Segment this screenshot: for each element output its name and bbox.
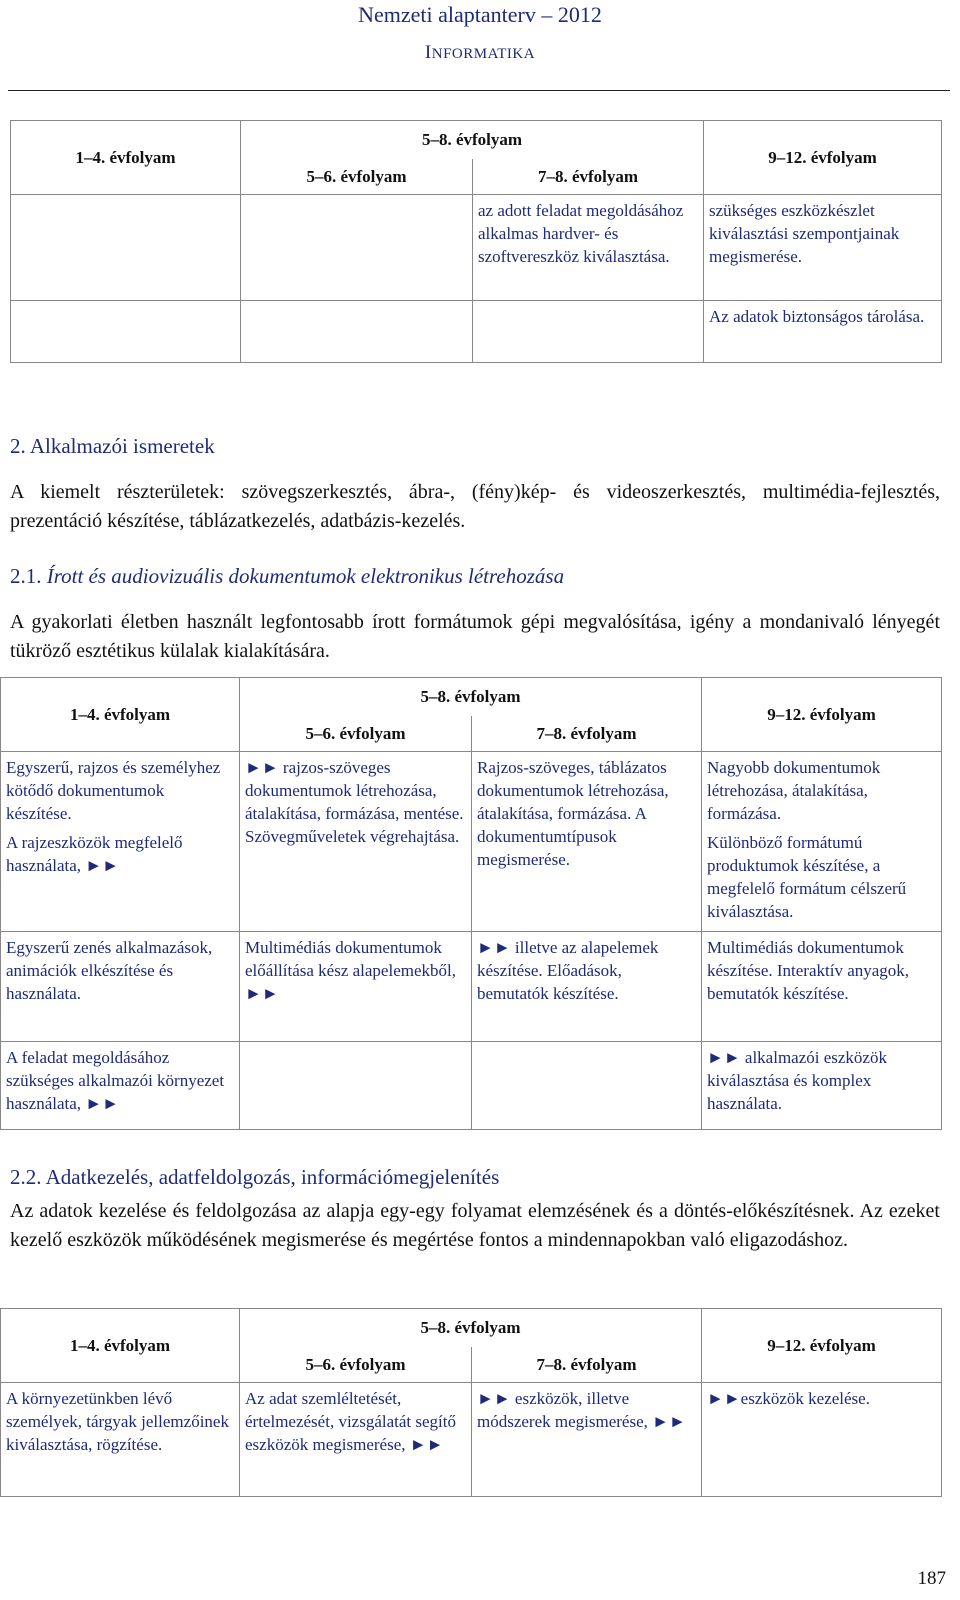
table-row (11, 301, 942, 363)
table-cell: A környezetünkben lévő személyek, tárgyak jellemzőinek kiválasztása, rögzítése. (1, 1383, 240, 1497)
header-grade-5-8: 5–8. évfolyam (240, 1309, 702, 1347)
header-grade-7-8: 7–8. évfolyam (472, 716, 702, 752)
header-grade-1-4: 1–4. évfolyam (1, 678, 240, 752)
table-cell (241, 301, 473, 363)
header-grade-5-6: 5–6. évfolyam (241, 159, 473, 195)
table-row (1, 752, 942, 932)
header-grade-5-8: 5–8. évfolyam (240, 678, 702, 716)
table-cell (702, 752, 942, 932)
cell-text: Multimédiás dokumentumok készítése. Interaktív anyagok, bemutatók készítése. (707, 938, 910, 1003)
header-grade-1-4: 1–4. évfolyam (11, 121, 241, 195)
cell-text: ►► rajzos-szöveges dokumentumok létrehozása, átalakítása, formázása, mentése. Szövegműveletek végrehajtása. (245, 758, 464, 846)
table-cell: ►► eszközök, illetve módszerek megismerése, ►► (472, 1383, 702, 1497)
header-grade-1-4: 1–4. évfolyam (1, 1309, 240, 1383)
table-cell (240, 932, 472, 1042)
cell-text: Egyszerű, rajzos és személyhez kötődő dokumentumok készítése. (6, 758, 221, 823)
cell-text: Nagyobb dokumentumok létrehozása, átalakítása, formázása. (707, 758, 881, 823)
cell-text: A feladat megoldásához szükséges alkalmazói környezet használata, ►► (6, 1048, 225, 1113)
section-title: Adatkezelés, adatfeldolgozás, információmegjelenítés (45, 1165, 500, 1189)
table-cell: Az adatok biztonságos tárolása. (704, 301, 942, 363)
table-cell (11, 195, 241, 301)
cell-text: Rajzos-szöveges, táblázatos dokumentumok létrehozása, átalakítása, formázása. A dokumentumtípusok megismerése. (477, 758, 669, 869)
document-title: Nemzeti alaptanterv – 2012 (358, 2, 602, 27)
table-cell (702, 932, 942, 1042)
subtitle-rest: NFORMATIKA (431, 46, 536, 62)
section-paragraph-2-2: Az adatok kezelése és feldolgozása az alapja egy-egy folyamat elemzésének és a döntés-előkészítésnek. Az ezeket kezelő eszközök működésének megismerése és megértése fontos a mindennapokban való eligazodáshoz. (10, 1200, 940, 1251)
table-cell (472, 752, 702, 932)
table-row (1, 1042, 942, 1130)
grade-table-1 (10, 120, 942, 363)
table-cell (1, 752, 240, 932)
table-cell (473, 301, 704, 363)
table-cell (11, 301, 241, 363)
section-number: 2.2. (10, 1165, 46, 1189)
header-grade-7-8: 7–8. évfolyam (472, 1347, 702, 1383)
table-row (11, 195, 942, 301)
table-cell (241, 195, 473, 301)
section-title: Írott és audiovizuális dokumentumok elektronikus létrehozása (46, 564, 565, 588)
table-cell (472, 932, 702, 1042)
table-cell (1, 1042, 240, 1130)
header-grade-5-6: 5–6. évfolyam (240, 716, 472, 752)
cell-text: Multimédiás dokumentumok előállítása kész alapelemekből, ►► (245, 938, 456, 1003)
page-number: 187 (917, 1568, 946, 1589)
table-cell: szükséges eszközkészlet kiválasztási szempontjainak megismerése. (704, 195, 942, 301)
table-cell: ►►eszközök kezelése. (702, 1383, 942, 1497)
grade-table-3 (0, 1308, 942, 1497)
table-row (1, 932, 942, 1042)
table-cell: az adott feladat megoldásához alkalmas hardver- és szoftvereszköz kiválasztása. (473, 195, 704, 301)
header-grade-7-8: 7–8. évfolyam (473, 159, 704, 195)
subtitle-initial: I (424, 42, 432, 63)
header-rule (8, 90, 950, 91)
section-number: 2.1. (10, 564, 47, 588)
header-grade-9-12: 9–12. évfolyam (702, 678, 942, 752)
table-cell (240, 1042, 472, 1130)
section-paragraph-2-1: A gyakorlati életben használt legfontosabb írott formátumok gépi megvalósítása, igény a mondanivaló lényegét tükröző esztétikus külalak kialakítására. (10, 611, 940, 662)
table-cell (240, 752, 472, 932)
header-grade-5-6: 5–6. évfolyam (240, 1347, 472, 1383)
table-cell: Az adat szemléltetését, értelmezését, vizsgálatát segítő eszközök megismerése, ►► (240, 1383, 472, 1497)
table-cell (472, 1042, 702, 1130)
cell-text: Különböző formátumú produktumok készítése, a megfelelő formátum célszerű kiválasztása. (707, 833, 907, 921)
cell-text: A rajzeszközök megfelelő használata, ►► (6, 833, 183, 875)
table-cell (1, 932, 240, 1042)
table-row (1, 1383, 942, 1497)
table-cell (702, 1042, 942, 1130)
cell-text: ►► alkalmazói eszközök kiválasztása és komplex használata. (707, 1048, 887, 1113)
section-heading-2-2 (10, 1163, 499, 1191)
header-grade-9-12: 9–12. évfolyam (704, 121, 942, 195)
section-heading-2-1 (10, 562, 564, 590)
header-grade-9-12: 9–12. évfolyam (702, 1309, 942, 1383)
cell-text: ►► illetve az alapelemek készítése. Előadások, bemutatók készítése. (477, 938, 659, 1003)
section-paragraph-2: A kiemelt részterületek: szövegszerkesztés, ábra-, (fény)kép- és videoszerkesztés, multimédia-fejlesztés, prezentáció készítése, táblázatkezelés, adatbázis-kezelés. (10, 481, 940, 532)
section-heading-2: 2. Alkalmazói ismeretek (10, 434, 215, 458)
cell-text: Egyszerű zenés alkalmazások, animációk elkészítése és használata. (6, 938, 213, 1003)
header-grade-5-8: 5–8. évfolyam (241, 121, 704, 159)
grade-table-2 (0, 677, 942, 1130)
document-subtitle (0, 40, 960, 67)
